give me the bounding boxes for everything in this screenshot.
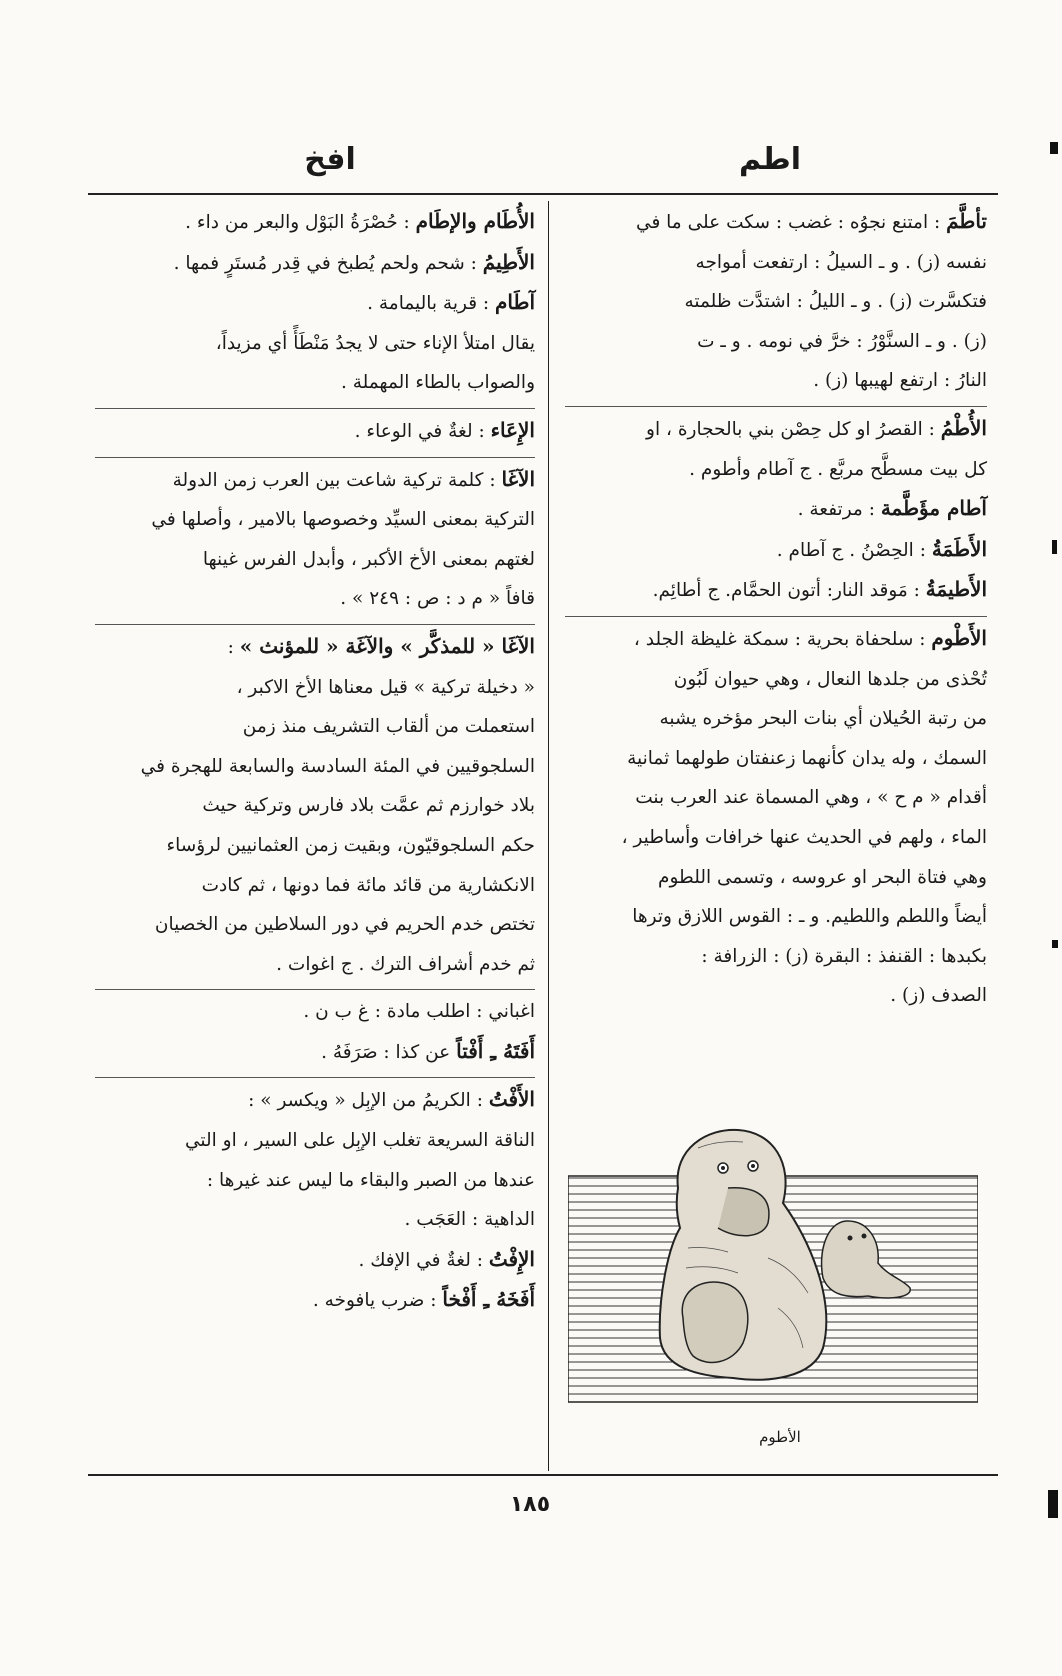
entry-separator: [565, 406, 987, 407]
entry-text: : حُصْرَةُ البَوْل والبعر من داء .: [185, 212, 416, 233]
column-divider: [548, 201, 549, 1471]
edge-mark: [1048, 1490, 1058, 1518]
dictionary-entry: [95, 1240, 535, 1281]
entry-text: : لغةٌ في الوعاء .: [354, 420, 491, 442]
entry-line: [565, 322, 987, 362]
entry-text: الصدف (ز) .: [890, 985, 987, 1007]
entry-text: الماء ، ولهم في الحديث عنها خرافات وأساطير ،: [621, 826, 987, 848]
entry-line: [95, 945, 535, 985]
entry-text: فتكسَّرت (ز) . و ـ الليلُ : اشتدَّت ظلمته: [684, 291, 987, 313]
dictionary-entry: [565, 409, 987, 450]
entry-headword: أَفَخَهُ ـِ أَفْخاً: [442, 1287, 535, 1312]
entry-text: « دخيلة تركية » قيل معناها الأخ الاكبر ،: [236, 676, 535, 698]
entry-headword: آطام مؤَطَّمة: [880, 496, 987, 521]
entry-line: [565, 739, 987, 779]
entry-headword: الأَطيمَةُ: [925, 577, 987, 602]
entry-text: كل بيت مسطَّح مربَّع . ج آطام وأطوم .: [689, 458, 987, 480]
entry-headword: الإِفْتُ: [488, 1246, 535, 1271]
entry-line: [95, 1161, 535, 1201]
entry-text: لغتهم بمعنى الأخ الأكبر ، وأبدل الفرس غينها: [202, 548, 535, 570]
manatee-illustration: [568, 1128, 978, 1428]
entry-separator: [565, 616, 987, 617]
entry-line: [95, 866, 535, 906]
dictionary-entry: [95, 1032, 535, 1073]
entry-headword: الأَطَمَةُ: [931, 536, 987, 561]
entry-text: : القصرُ او كل حِصْن بني بالحجارة ، او: [646, 418, 941, 440]
running-header-left: افخ: [304, 142, 356, 177]
entry-line: [95, 668, 535, 708]
entry-text: حكم السلجوقيّون، وبقيت زمن العثمانيين لرؤساء: [166, 834, 535, 856]
entry-text: : سلحفاة بحرية : سمكة غليظة الجلد ،: [633, 628, 932, 650]
entry-headword: الآغَا « للمذكَّر » والآغَة « للمؤنث »: [239, 633, 535, 658]
edge-mark: [1052, 540, 1057, 554]
entry-headword: تأطَّمَ: [946, 209, 987, 233]
entry-line: [565, 660, 987, 700]
right-column: [565, 202, 987, 1016]
entry-headword: الأُطْمُ: [940, 415, 987, 440]
entry-text: النارُ : ارتفع لهيبها (ز) .: [813, 370, 987, 392]
left-column: [95, 202, 535, 1321]
entry-line: [565, 282, 987, 322]
entry-text: الانكشارية من قائد مائة فما دونها ، ثم كادت: [201, 874, 535, 896]
entry-text: : لغةٌ في الإفك .: [358, 1249, 489, 1271]
entry-text: السمك ، وله يدان كأنهما زعنفتان طولهما ثمانية: [627, 747, 987, 769]
entry-line: [565, 937, 987, 977]
entry-headword: أَفَتَهُ ـِ أَفْتاً: [456, 1038, 535, 1063]
entry-text: : الكريمُ من الإبِل « ويكسر » :: [248, 1090, 489, 1112]
entry-text: من رتبة الحُيلان أي بنات البحر مؤخره يشبه: [659, 708, 987, 730]
entry-text: : ضرب يافوخه .: [312, 1290, 443, 1312]
entry-line: [565, 897, 987, 937]
entry-line: [565, 976, 987, 1016]
dictionary-entry: [565, 489, 987, 530]
entry-line: [95, 579, 535, 619]
dictionary-entry: [565, 619, 987, 660]
figure-caption: الأطوم: [759, 1428, 801, 1446]
entry-text: : شحم ولحم يُطبخ في قِدر مُستَرٍ فمها .: [173, 252, 483, 274]
entry-text: : قرية باليمامة .: [367, 293, 496, 315]
entry-separator: [95, 457, 535, 458]
dictionary-entry: [565, 530, 987, 571]
top-rule: [88, 193, 998, 195]
entry-text: : مَوقد النار: أتون الحمَّام. ج أطائِم.: [652, 580, 926, 602]
entry-line: [95, 540, 535, 580]
dictionary-entry: [95, 243, 535, 284]
dictionary-entry: [95, 411, 535, 452]
entry-text: بكبدها : القنفذ : البقرة (ز) : الزرافة :: [701, 945, 987, 967]
entry-separator: [95, 624, 535, 625]
entry-text: أيضاً واللطم واللطيم. و ـ : القوس اللازق وترها: [632, 906, 987, 928]
entry-separator: [95, 1077, 535, 1078]
entry-text: (ز) . و ـ السنَّوْرُ : خرَّ في نومه . و ـ ت: [697, 330, 987, 352]
entry-text: والصواب بالطاء المهملة .: [340, 372, 535, 394]
entry-text: قافاً « م د : ص : ٢٤٩ » .: [340, 588, 535, 610]
entry-text: بلاد خوارزم ثم عمَّت بلاد فارس وتركية حيث: [202, 795, 535, 817]
entry-text: الداهية : العَجَب .: [404, 1209, 535, 1231]
entry-text: تُحْذى من جلدها النعال ، وهي حيوان لَبُون: [673, 668, 987, 690]
entry-line: [95, 786, 535, 826]
dictionary-entry: [95, 460, 535, 501]
entry-text: نفسه (ز) . و ـ السيلُ : ارتفعت أمواجه: [695, 251, 987, 273]
entry-headword: الإِعَاء: [490, 417, 535, 442]
page-number: ١٨٥: [509, 1492, 551, 1517]
dictionary-entry: [95, 627, 535, 668]
dictionary-entry: [95, 283, 535, 324]
entry-text: اغباني : اطلب مادة : غ ب ن .: [303, 1001, 535, 1023]
entry-line: [565, 243, 987, 283]
dictionary-entry: [95, 1080, 535, 1121]
entry-line: [95, 363, 535, 403]
entry-line: [95, 905, 535, 945]
entry-text: :: [227, 636, 240, 658]
entry-text: وهي فتاة البحر او عروسه ، وتسمى اللطوم: [658, 866, 987, 888]
bottom-rule: [88, 1474, 998, 1476]
edge-mark: [1050, 142, 1058, 154]
entry-line: [565, 858, 987, 898]
entry-line: [95, 826, 535, 866]
entry-headword: الأُطَام والإطَام: [415, 209, 535, 233]
entry-line: [565, 450, 987, 490]
entry-text: التركية بمعنى السيِّد وخصوصها بالامير ، وأصلها في: [151, 509, 535, 531]
entry-line: [565, 699, 987, 739]
entry-text: الناقة السريعة تغلب الإبِل على السير ، او التي: [185, 1130, 535, 1152]
entry-headword: آطَام: [495, 290, 535, 315]
entry-text: : امتنع نجوُه : غضب : سكت على ما في: [636, 212, 947, 233]
entry-line: [565, 361, 987, 401]
entry-text: أقدام « م ح » ، وهي المسماة عند العرب بنت: [635, 787, 987, 809]
entry-text: تختص خدم الحريم في دور السلاطين من الخصيان: [154, 914, 535, 936]
entry-text: السلجوقيين في المئة السادسة والسابعة للهجرة في: [140, 755, 535, 777]
entry-line: [95, 1121, 535, 1161]
entry-separator: [95, 408, 535, 409]
entry-separator: [95, 989, 535, 990]
entry-text: استعملت من ألقاب التشريف منذ زمن: [242, 716, 535, 738]
running-header-right: اطم: [738, 142, 802, 177]
entry-text: ثم خدم أشراف الترك . ج اغوات .: [276, 953, 535, 975]
dictionary-entry: [95, 202, 535, 243]
entry-line: [565, 818, 987, 858]
entry-text: : الحِصْنُ . ج آطام .: [776, 539, 932, 561]
entry-line: [95, 707, 535, 747]
entry-line: [95, 992, 535, 1032]
entry-headword: الأَفْتُ: [488, 1087, 535, 1112]
entry-text: عن كذا : صَرَفَهُ .: [321, 1041, 457, 1063]
entry-headword: الأَطْوم: [931, 625, 987, 650]
entry-text: يقال امتلأ الإناء حتى لا يجدُ مَنْطَأً أي مزيداً،: [215, 332, 535, 354]
entry-text: عندها من الصبر والبقاء ما ليس عند غيرها :: [206, 1169, 535, 1191]
entry-line: [95, 1200, 535, 1240]
dictionary-entry: [95, 1280, 535, 1321]
entry-line: [565, 778, 987, 818]
edge-mark: [1052, 940, 1058, 948]
entry-text: : كلمة تركية شاعت بين العرب زمن الدولة: [172, 469, 502, 491]
entry-text: : مرتفعة .: [797, 499, 881, 521]
entry-line: [95, 324, 535, 364]
entry-line: [95, 747, 535, 787]
dictionary-entry: [565, 570, 987, 611]
entry-line: [95, 500, 535, 540]
dictionary-entry: [565, 202, 987, 243]
entry-headword: الأَطِيمُ: [482, 249, 535, 274]
entry-headword: الآغَا: [501, 466, 535, 491]
